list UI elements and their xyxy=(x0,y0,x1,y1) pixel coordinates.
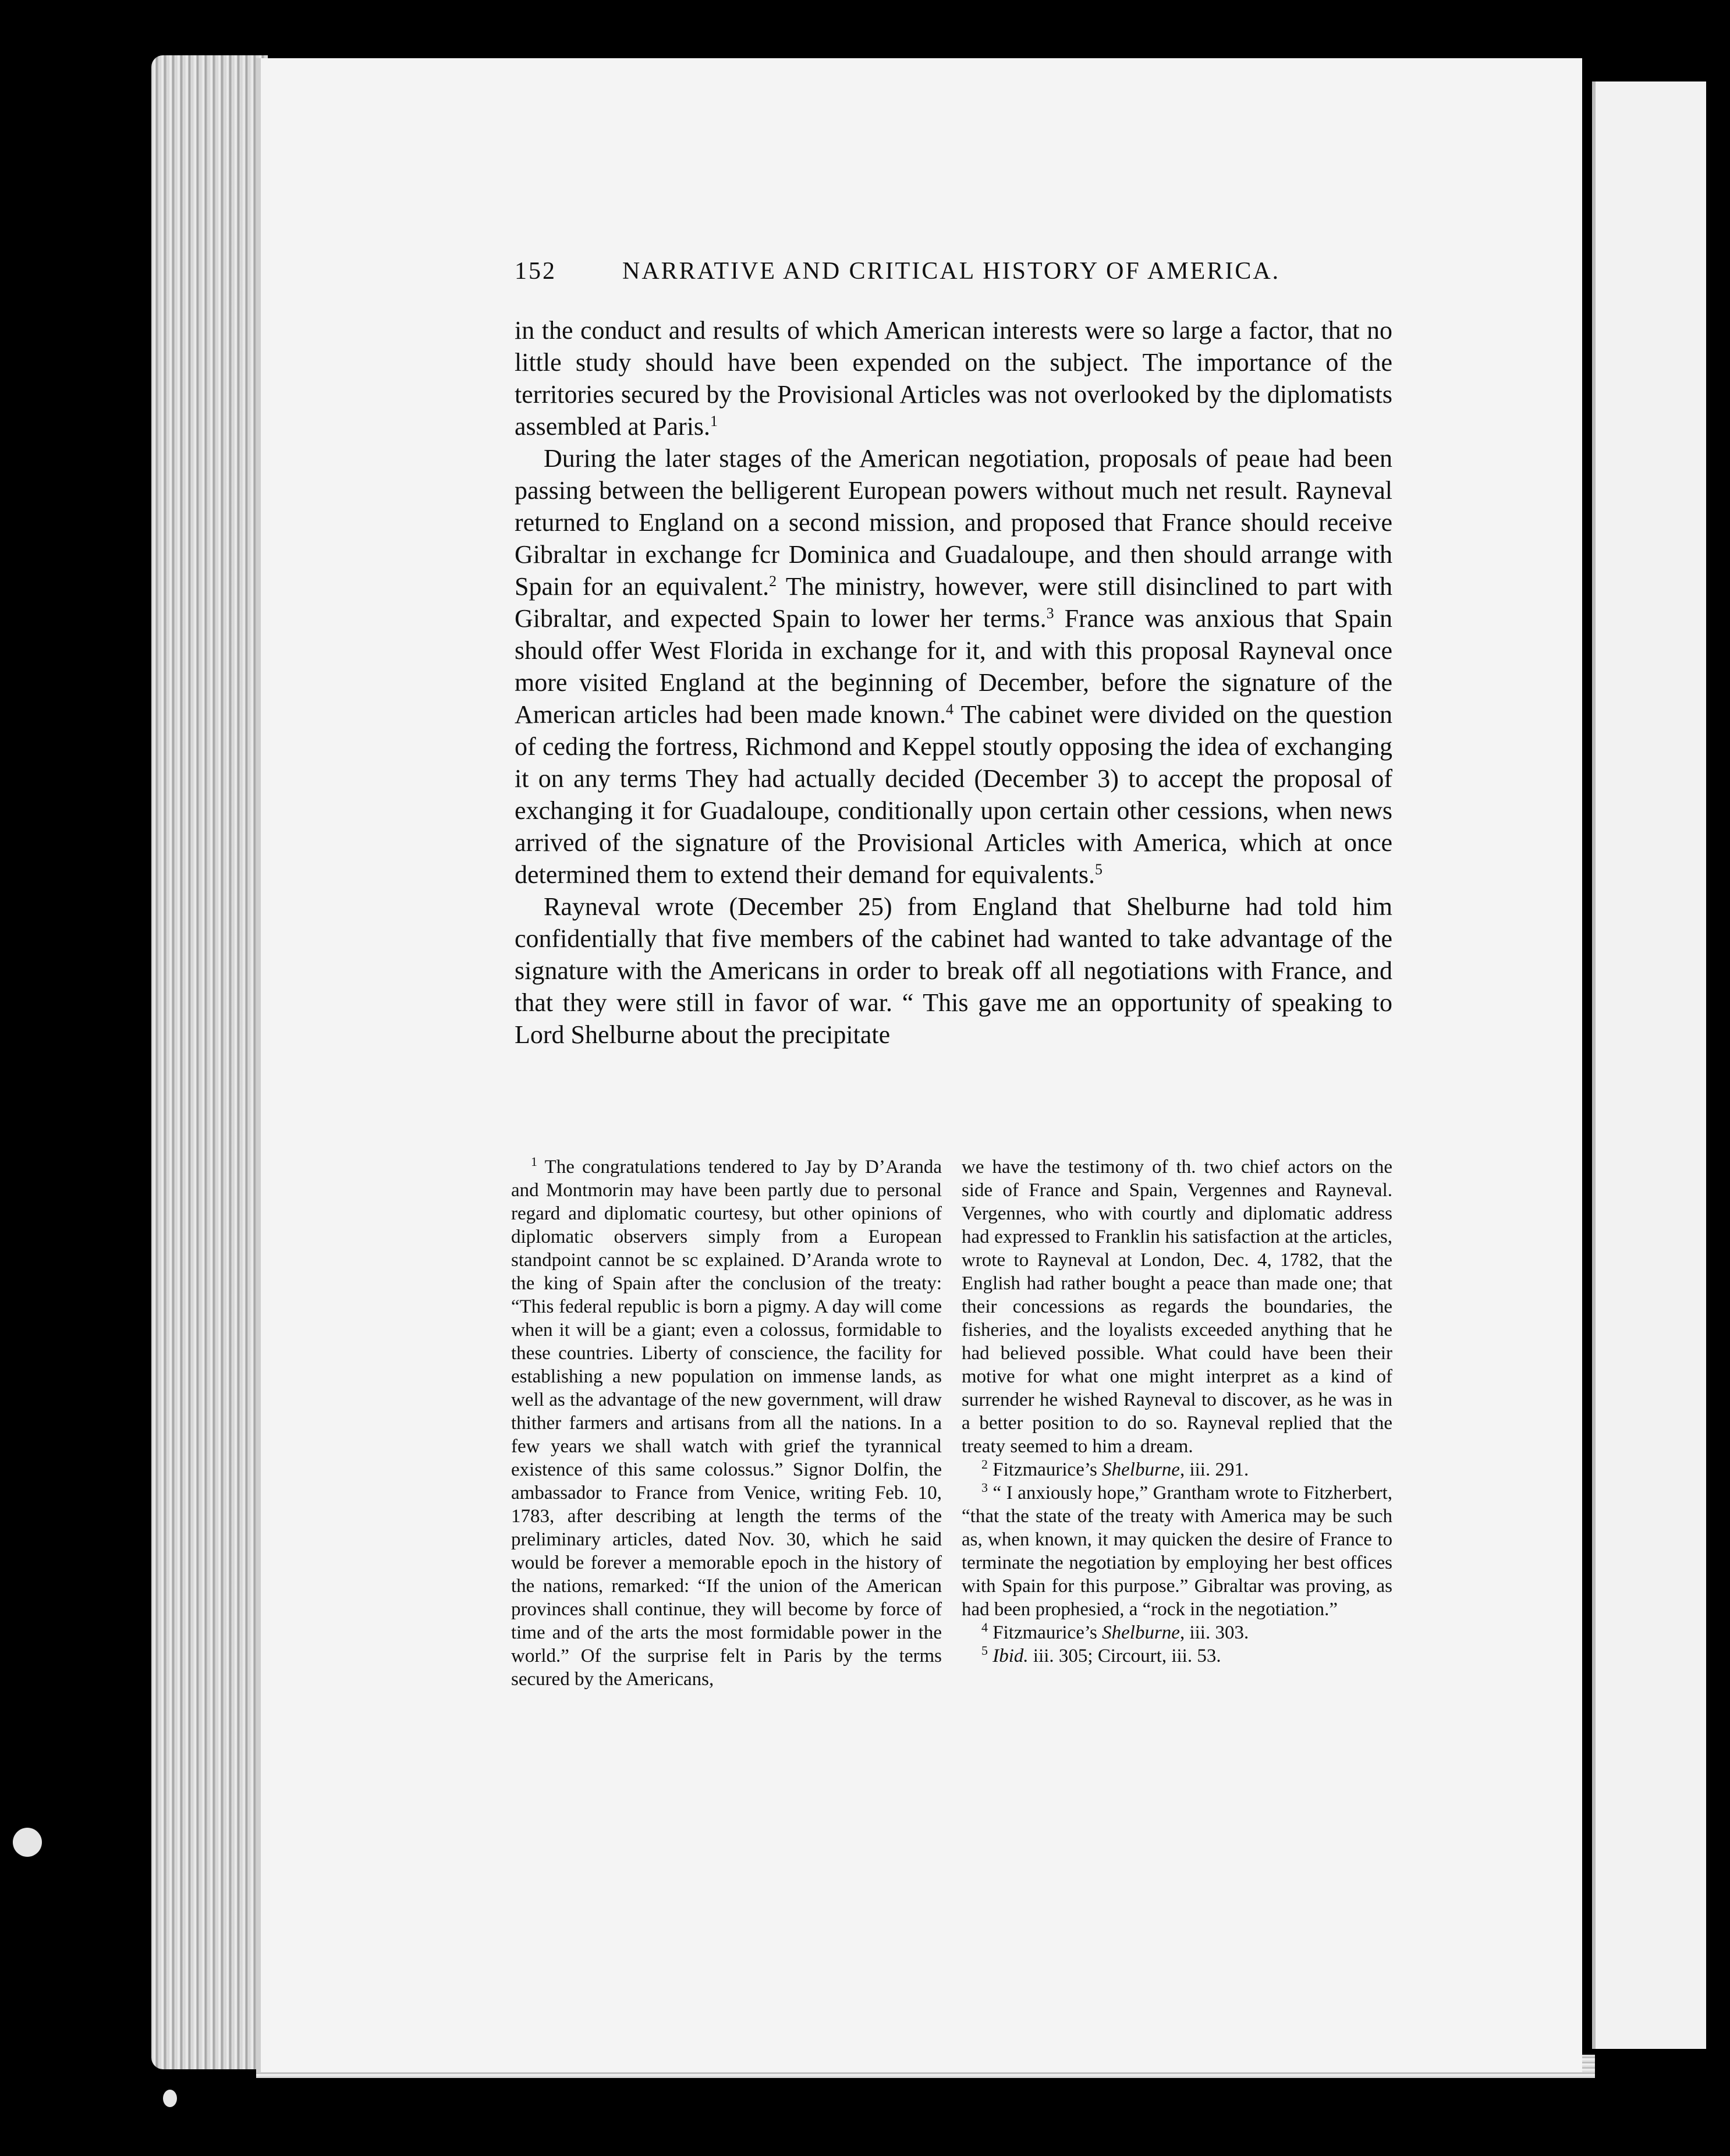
paragraph xyxy=(515,314,1392,442)
footnote xyxy=(511,1155,942,1691)
footnote xyxy=(962,1621,1392,1644)
page-edge-stack xyxy=(151,55,268,2069)
footnote-text: The congratulations tendered to Jay by D’Aranda and Montmorin may have been partly due to personal regard and diplomatic courtesy, but other opinions of diplomatic observers simply from a European standpoint cannot be sc explained. D’Aranda wrote to the king of Spain after the conclusion of the treaty: “This federal republic is born a pigmy. A day will come when it will be a giant; even a colossus, formidable to these countries. Liberty of conscience, the facility for establishing a new population on immense lands, as well as the advantage of the new government, will draw thither farmers and artisans from all the nations. In a few years we shall watch with grief the tyrannical existence of this same colossus.” Signor Dolfin, the ambassador to France from Venice, writing Feb. 10, 1783, after describing at length the terms of the preliminary articles, dated Nov. 30, which he said would be forever a memorable epoch in the history of the nations, remarked: “If the union of the American provinces shall continue, they will become by force of time and of the arts the most formidable power in the world.” Of the surprise felt in Paris by the terms secured by the Americans, xyxy=(511,1157,942,1690)
footnote-continuation xyxy=(962,1155,1392,1458)
italic-title: Shelburne xyxy=(1102,1622,1180,1643)
footnote-marker: 1 xyxy=(531,1154,537,1169)
footnote-text: , iii. 291. xyxy=(1179,1459,1249,1480)
paragraph-text: Rayneval wrote (December 25) from England that Shelburne had told him confidentially that five members of the cabinet had wanted to take advantage of the signature with the Americans in order to break off all negotiations with France, and that they were still in favor of war. “ This gave me an opportunity of speaking to Lord Shelburne about the precipitate xyxy=(515,892,1392,1049)
footnote-text: , iii. 303. xyxy=(1179,1622,1249,1643)
footnote-marker: 5 xyxy=(981,1643,988,1658)
footnote-text: we have the testimony of th. two chief actors on the side of France and Spain, Vergennes and Rayneval. Vergennes, who with courtly and diplomatic address had expressed to Franklin his satisfaction at the articles, wrote to Rayneval at London, Dec. 4, 1782, that the English had rather bought a peace than made one; that their concessions as regards the boundaries, the fisheries, and the loyalists exceeded anything that he had believed possible. What could have been their motive for what one might interpret as a kind of surrender he wished Rayneval to discover, as he was in a better position to do so. Rayneval replied that the treaty seemed to him a dream. xyxy=(962,1157,1392,1457)
footnote-text: iii. 305; Circourt, iii. 53. xyxy=(1028,1646,1221,1666)
footnote-marker: 3 xyxy=(981,1480,988,1495)
footnote xyxy=(962,1644,1392,1668)
footnote-text: Fitzmaurice’s xyxy=(992,1459,1102,1480)
footnote-ref: 2 xyxy=(769,573,777,590)
footnote-text: “ I anxiously hope,” Grantham wrote to Fitzherbert, “that the state of the treaty with America may be such as, when known, it may quicken the desire of France to terminate the negotiation by employing her best offices with Spain for this purpose.” Gibraltar was proving, as had been prophesied, a “rock in the negotiation.” xyxy=(962,1483,1392,1620)
paragraph-text: The cabinet were divided on the question of ceding the fortress, Richmond and Keppel stoutly opposing the idea of exchanging it on any terms They had actually decided (December 3) to accept the proposal of exchanging it for Guadaloupe, conditionally upon certain other cessions, when news arrived of the signature of the Provisional Articles with America, which at once determined them to extend their demand for equivalents. xyxy=(515,700,1392,889)
paragraph-text: During the later stages of the American negotiation, proposals of peaιe had been passing between the belligerent European powers without much net result. Rayneval returned to England on a second mission, and proposed that France should receive Gibraltar in exchange fcr Dominica and Guadaloupe, and then should arrange with Spain for an equivalent. xyxy=(515,444,1392,601)
footnote-ref: 1 xyxy=(710,413,718,430)
footnotes-left-column xyxy=(511,1155,942,1691)
footnote-text: Fitzmaurice’s xyxy=(992,1622,1102,1643)
footnote-marker: 4 xyxy=(981,1620,988,1634)
facing-page xyxy=(1592,81,1706,2049)
binding-hole xyxy=(163,2090,177,2107)
paragraph xyxy=(515,442,1392,891)
paragraph xyxy=(515,891,1392,1051)
page-number: 152 xyxy=(515,258,556,285)
footnote-ref: 3 xyxy=(1046,605,1054,622)
footnote xyxy=(962,1481,1392,1621)
footnote-ref: 4 xyxy=(946,701,954,718)
footnote-ref: 5 xyxy=(1095,861,1103,878)
binding-hole xyxy=(13,1828,42,1857)
paragraph-text: in the conduct and results of which American interests were so large a factor, that no little study should have been expended on the subject. The importance of the territories secured by the Provisional Articles was not overlooked by the diplomatists assembled at Paris. xyxy=(515,316,1392,441)
paragraph-text: The ministry, however, were still disinclined to part with Gibraltar, and expected Spain to lower her terms. xyxy=(515,572,1392,633)
italic-title: Ibid. xyxy=(992,1646,1029,1666)
running-title: NARRATIVE AND CRITICAL HISTORY OF AMERICA. xyxy=(622,258,1281,285)
main-text xyxy=(515,314,1392,1051)
footnote-marker: 2 xyxy=(981,1457,988,1471)
footnote xyxy=(962,1458,1392,1481)
running-header xyxy=(515,257,1392,290)
paragraph-text: France was anxious that Spain should offer West Florida in exchange for it, and with this proposal Rayneval once more visited England at the beginning of December, before the signature of the American articles had been made known. xyxy=(515,604,1392,729)
footnotes-right-column xyxy=(962,1155,1392,1668)
italic-title: Shelburne xyxy=(1102,1459,1180,1480)
